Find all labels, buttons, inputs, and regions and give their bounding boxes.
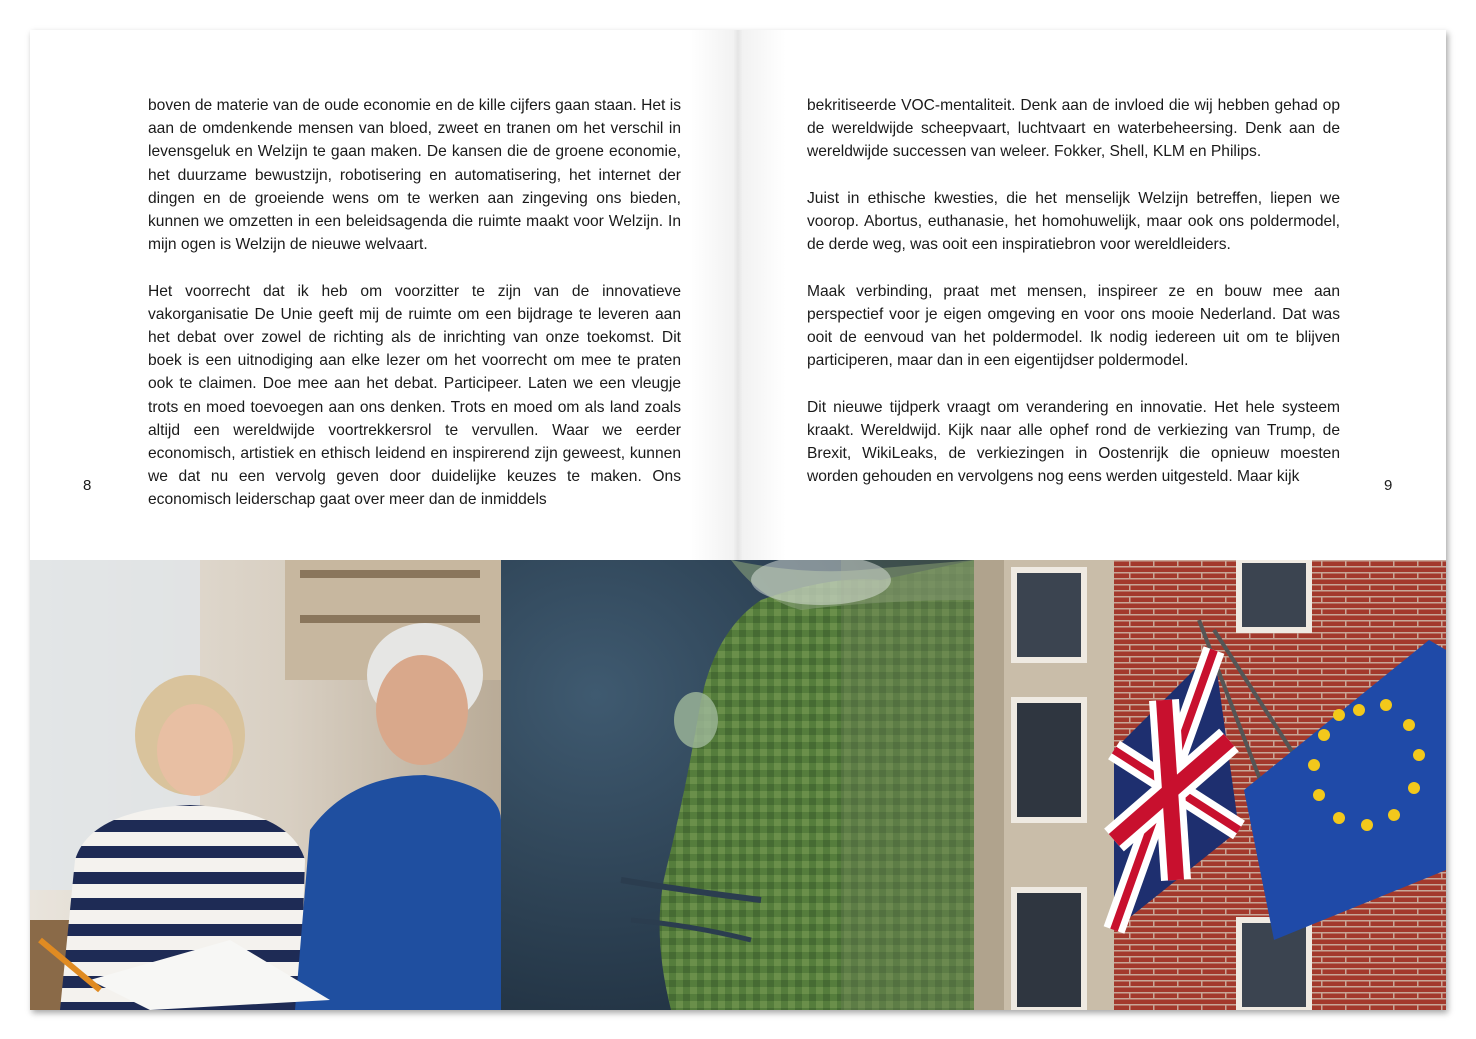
left-page-text <box>148 94 681 535</box>
paragraph: Juist in ethische kwesties, die het menselijk Welzijn betreffen, liepen we voorop. Abortus, euthanasie, het homohuwelijk, maar ook ons poldermodel, de derde weg, was ooit een inspiratiebron voor wereldleiders. <box>807 189 1340 254</box>
paragraph: bekritiseerde VOC-mentaliteit. Denk aan de invloed die wij hebben gehad op de wereldwijde scheepvaart, luchtvaart en waterbeheersing. Denk aan de wereldwijde successen van weleer. Fokker, Shell, KLM en Philips. <box>807 97 1340 161</box>
book-spread <box>30 30 1446 1010</box>
right-page-text <box>807 94 1340 512</box>
right-page <box>738 30 1446 560</box>
paragraph: Het voorrecht dat ik heb om voorzitter te zijn van de innovatieve vakorganisatie De Unie geeft mij de ruimte om een bijdrage te leveren aan het debat over zowel de richting als de inrichting van onze toekomst. Dit boek is een uitnodiging aan elke lezer om het voorrecht om mee te praten ook te claimen. Doe mee aan het debat. Participeer. Laten we een vleugje trots en moed toevoegen aan ons denken. Trots en moed om als land zoals altijd een wereldwijde voortrekkersrol te vervullen. Waar we eerder economisch, artistiek en ethisch leidend en inspirerend zijn geweest, kunnen we dat nu een vervolg geven door duidelijke keuzes te maken. Ons economisch leiderschap gaat over meer dan de inmiddels <box>148 282 681 509</box>
photo-couple-reviewing-papers <box>30 560 501 1010</box>
left-page <box>30 30 738 560</box>
photo-satellite-map-netherlands <box>501 560 974 1010</box>
page-number: 8 <box>83 477 92 494</box>
photo-strip <box>30 560 1446 1010</box>
page-number: 9 <box>1384 477 1393 494</box>
paragraph: Dit nieuwe tijdperk vraagt om verandering en innovatie. Het hele systeem kraakt. Wereldwijd. Kijk naar alle ophef rond de verkiezing van Trump, de Brexit, WikiLeaks, de verkiezingen in Oostenrijk die opnieuw moesten worden gehouden en vervolgens nog eens werden uitgesteld. Maar kijk <box>807 398 1340 486</box>
paragraph: boven de materie van de oude economie en de kille cijfers gaan staan. Het is aan de omdenkende mensen van bloed, zweet en tranen om het verschil in levensgeluk en Welzijn te gaan maken. De kansen die de groene economie, het duurzame bewustzijn, robotisering en automatisering, het internet der dingen en de groeiende wens om te werken aan zingeving ons bieden, kunnen we omzetten in een beleidsagenda die ruimte maakt voor Welzijn. In mijn ogen is Welzijn de nieuwe welvaart. <box>148 97 681 254</box>
photo-union-jack-and-eu-flags <box>974 560 1446 1010</box>
paragraph: Maak verbinding, praat met mensen, inspireer ze en bouw mee aan perspectief voor je eigen omgeving en voor ons mooie Nederland. Dat was ooit de eenvoud van het poldermodel. Ik nodig iedereen uit om te blijven participeren, maar dan in een eigentijdser poldermodel. <box>807 282 1340 370</box>
page-gutter-shadow <box>690 30 786 560</box>
